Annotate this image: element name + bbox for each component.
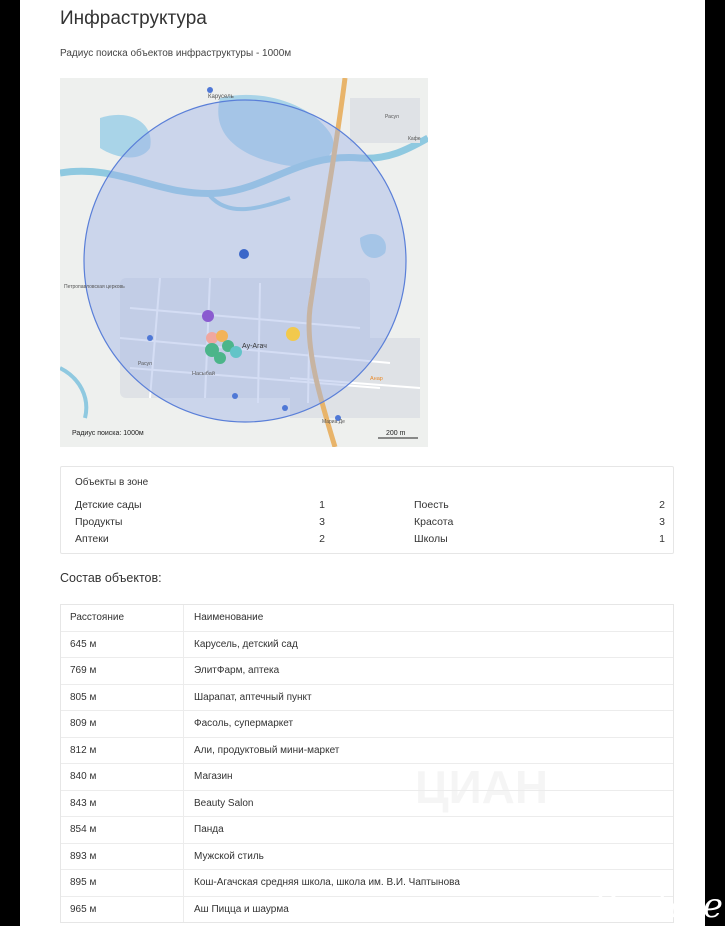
svg-text:Анар: Анар [370, 376, 383, 382]
distance-cell: 805 м [61, 685, 184, 711]
table-header-row [61, 605, 673, 631]
name-cell: Кош-Агачская средняя школа, школа им. В.И. Чаптынова [194, 877, 460, 889]
svg-text:Насыбай: Насыбай [192, 371, 215, 377]
zone-count-food: 2 [659, 499, 665, 511]
header-distance: Расстояние [61, 605, 184, 631]
search-radius-subtitle: Радиус поиска объектов инфраструктуры - 1000м [60, 48, 292, 59]
svg-text:Петропавловская церковь: Петропавловская церковь [64, 284, 125, 290]
name-cell: Панда [194, 824, 224, 836]
distance-cell: 645 м [61, 632, 184, 658]
table-row [61, 869, 673, 896]
distance-cell: 965 м [61, 897, 184, 923]
table-row [61, 790, 673, 817]
distance-cell: 893 м [61, 844, 184, 870]
svg-text:Мариа Де: Мариа Де [322, 419, 345, 425]
zone-item-pharmacies: Аптеки [75, 533, 109, 545]
name-cell: Магазин [194, 771, 233, 783]
name-cell: Али, продуктовый мини-маркет [194, 744, 340, 756]
table-row [61, 631, 673, 658]
table-row [61, 737, 673, 764]
map-label: Карусель [208, 94, 234, 100]
map-canvas [60, 78, 428, 447]
name-cell: Beauty Salon [194, 797, 254, 809]
svg-text:Кафе: Кафе [408, 136, 421, 142]
map-radius-label: Радиус поиска: 1000м [72, 430, 144, 437]
zone-count-schools: 1 [659, 533, 665, 545]
svg-text:Расул: Расул [138, 361, 152, 367]
distance-cell: 812 м [61, 738, 184, 764]
name-cell: Фасоль, супермаркет [194, 718, 294, 730]
distance-cell: 895 м [61, 870, 184, 896]
name-cell: Карусель, детский сад [194, 638, 298, 650]
distance-cell: 854 м [61, 817, 184, 843]
zone-item-groceries: Продукты [75, 516, 123, 528]
zone-count-pharmacies: 2 [319, 533, 325, 545]
table-row [61, 710, 673, 737]
table-row [61, 896, 673, 923]
infrastructure-map[interactable] [60, 78, 428, 447]
table-row [61, 843, 673, 870]
name-cell: Шарапат, аптечный пункт [194, 691, 312, 703]
distance-cell: 809 м [61, 711, 184, 737]
header-name: Наименование [194, 612, 264, 624]
map-scale-label: 200 m [386, 430, 406, 437]
distance-cell: 843 м [61, 791, 184, 817]
distance-cell: 769 м [61, 658, 184, 684]
zone-count-beauty: 3 [659, 516, 665, 528]
table-row [61, 657, 673, 684]
name-cell: ЭлитФарм, аптека [194, 665, 280, 677]
zone-item-food: Поесть [414, 499, 449, 511]
name-cell: Аш Пицца и шаурма [194, 903, 289, 915]
zone-count-kindergartens: 1 [319, 499, 325, 511]
zone-count-groceries: 3 [319, 516, 325, 528]
name-cell: Мужской стиль [194, 850, 264, 862]
table-row [61, 684, 673, 711]
page [20, 0, 705, 926]
zone-item-schools: Школы [414, 533, 448, 545]
zone-item-kindergartens: Детские сады [75, 499, 142, 511]
page-title: Инфраструктура [60, 8, 207, 29]
svg-text:Ау-Агач: Ау-Агач [242, 343, 267, 350]
table-row [61, 816, 673, 843]
zone-item-beauty: Красота [414, 516, 454, 528]
objects-in-zone-panel [60, 466, 674, 554]
objects-table [60, 604, 674, 923]
restate-watermark: Restate [592, 886, 723, 926]
table-row [61, 763, 673, 790]
zone-title: Объекты в зоне [75, 477, 149, 488]
objects-list-title: Состав объектов: [60, 571, 162, 585]
distance-cell: 840 м [61, 764, 184, 790]
svg-text:Расул: Расул [385, 114, 399, 120]
